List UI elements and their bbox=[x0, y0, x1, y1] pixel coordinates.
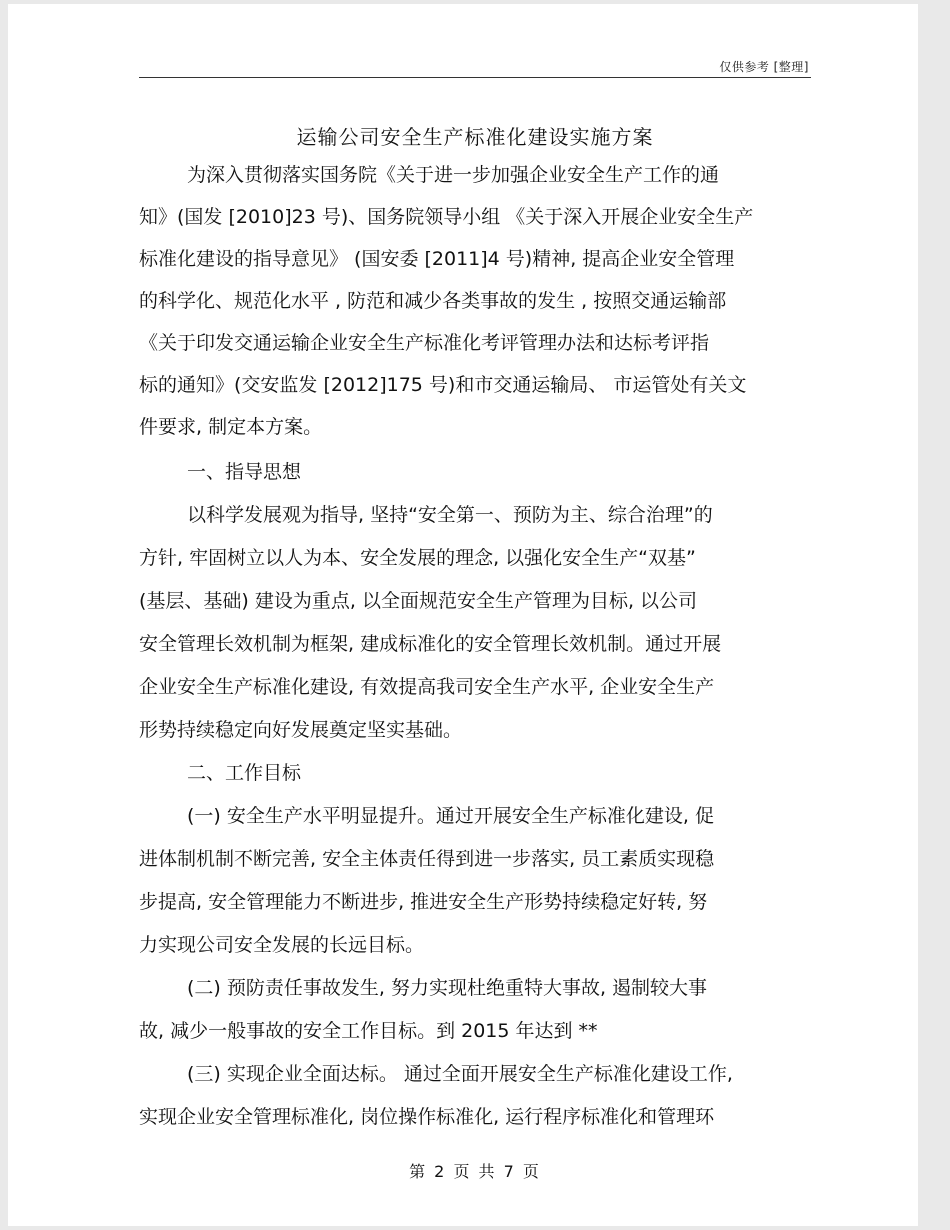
text-line: 力实现公司安全发展的长远目标。 bbox=[139, 934, 425, 956]
text-line: 件要求, 制定本方案。 bbox=[139, 416, 323, 438]
text-line: 知》(国发 [2010]23 号)、国务院领导小组 《关于深入开展企业安全生产 bbox=[139, 206, 754, 228]
text-line: 方针, 牢固树立以人为本、安全发展的理念, 以强化安全生产“双基” bbox=[139, 547, 696, 569]
text-line: 安全管理长效机制为框架, 建成标准化的安全管理长效机制。通过开展 bbox=[139, 633, 722, 655]
page-footer: 第 2 页 共 7 页 bbox=[409, 1162, 541, 1181]
text-line: 的科学化、规范化水平 , 防范和减少各类事故的发生 , 按照交通运输部 bbox=[139, 290, 727, 312]
text-line: 二、工作目标 bbox=[187, 762, 302, 784]
document-title: 运输公司安全生产标准化建设实施方案 bbox=[296, 125, 654, 149]
text-line: 标的通知》(交安监发 [2012]175 号)和市交通运输局、 市运管处有关文 bbox=[139, 374, 747, 396]
text-line: 实现企业安全管理标准化, 岗位操作标准化, 运行程序标准化和管理环 bbox=[139, 1106, 715, 1128]
text-line: 步提高, 安全管理能力不断进步, 推进安全生产形势持续稳定好转, 努 bbox=[139, 891, 708, 913]
text-line: 以科学发展观为指导, 坚持“安全第一、预防为主、综合治理”的 bbox=[187, 504, 713, 526]
text-line: 一、指导思想 bbox=[187, 461, 302, 483]
document-page bbox=[8, 4, 918, 1226]
text-line: (二) 预防责任事故发生, 努力实现杜绝重特大事故, 遏制较大事 bbox=[187, 977, 708, 999]
text-line: 为深入贯彻落实国务院《关于进一步加强企业安全生产工作的通 bbox=[187, 164, 720, 186]
text-line: (三) 实现企业全面达标。 通过全面开展安全生产标准化建设工作, bbox=[187, 1063, 733, 1085]
text-line: 故, 减少一般事故的安全工作目标。到 2015 年达到 ** bbox=[139, 1020, 598, 1042]
text-line: (基层、基础) 建设为重点, 以全面规范安全生产管理为目标, 以公司 bbox=[139, 590, 698, 612]
text-line: 形势持续稳定向好发展奠定坚实基础。 bbox=[139, 719, 463, 741]
header-rule bbox=[139, 77, 811, 78]
header-note: 仅供参考 [整理] bbox=[719, 60, 809, 74]
text-line: 标准化建设的指导意见》 (国安委 [2011]4 号)精神, 提高企业安全管理 bbox=[139, 248, 735, 270]
text-line: (一) 安全生产水平明显提升。通过开展安全生产标准化建设, 促 bbox=[187, 805, 714, 827]
text-line: 《关于印发交通运输企业安全生产标准化考评管理办法和达标考评指 bbox=[139, 332, 710, 354]
text-line: 进体制机制不断完善, 安全主体责任得到进一步落实, 员工素质实现稳 bbox=[139, 848, 715, 870]
text-line: 企业安全生产标准化建设, 有效提高我司安全生产水平, 企业安全生产 bbox=[139, 676, 715, 698]
